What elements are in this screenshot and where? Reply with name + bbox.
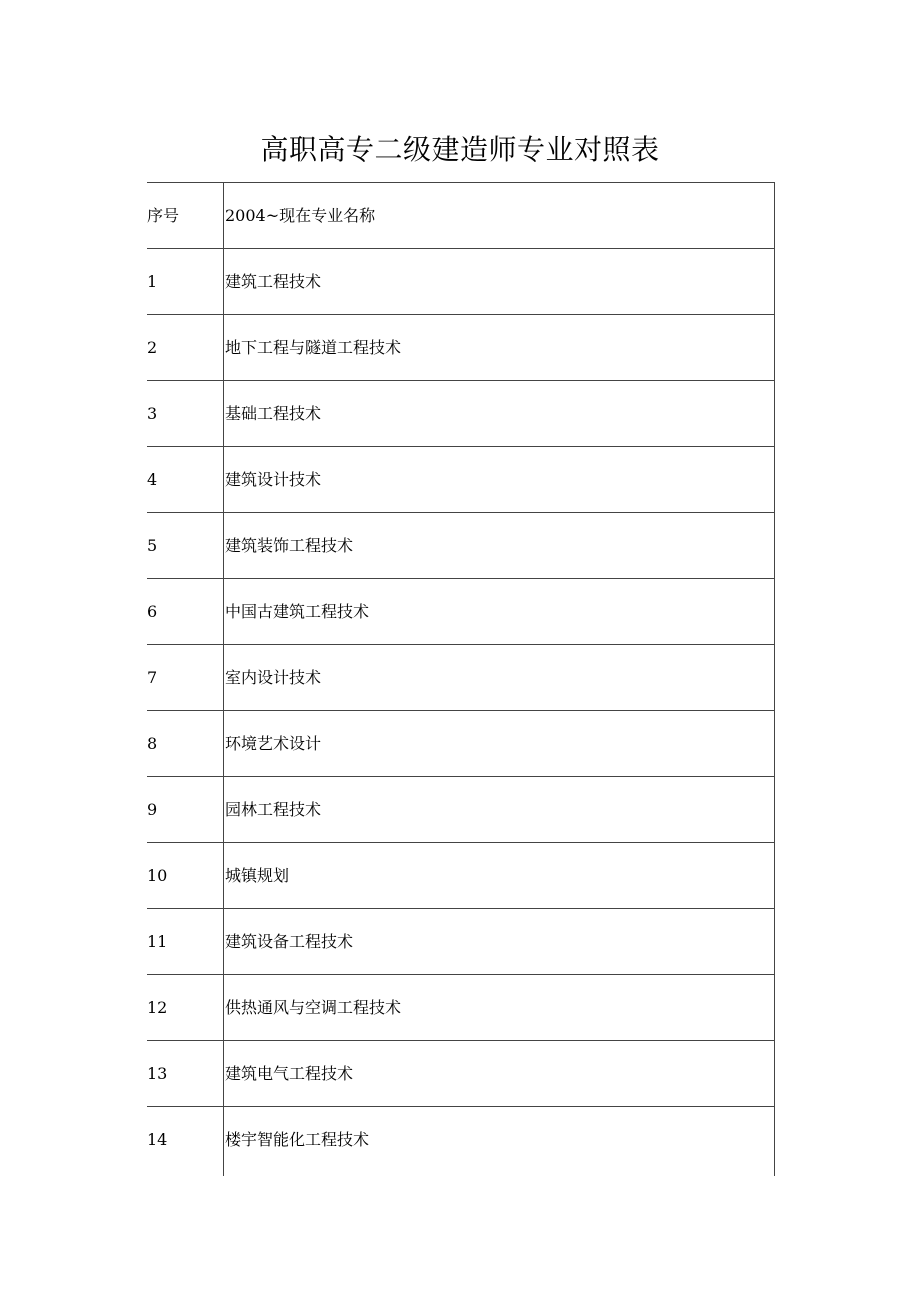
table-row: [147, 1041, 774, 1107]
row-index: 12: [147, 998, 168, 1017]
row-index: 8: [147, 734, 158, 753]
row-major-name: 建筑工程技术: [225, 272, 322, 291]
row-major-name: 城镇规划: [225, 866, 290, 885]
table-row: [147, 711, 774, 777]
table-row: [147, 975, 774, 1041]
row-major-name: 供热通风与空调工程技术: [225, 998, 402, 1017]
row-index: 4: [147, 470, 158, 489]
row-index: 3: [147, 404, 158, 423]
row-index: 14: [147, 1130, 168, 1149]
table-row: [147, 315, 774, 381]
row-major-name: 中国古建筑工程技术: [225, 602, 370, 621]
table-row: [147, 777, 774, 843]
row-index: 1: [147, 272, 158, 291]
row-major-name: 室内设计技术: [225, 668, 322, 687]
table-row: [147, 579, 774, 645]
row-major-name: 环境艺术设计: [225, 734, 322, 753]
row-index: 11: [147, 932, 168, 951]
row-major-name: 楼宇智能化工程技术: [225, 1130, 370, 1149]
table-row: [147, 909, 774, 975]
row-major-name: 建筑电气工程技术: [225, 1064, 354, 1083]
row-major-name: 建筑装饰工程技术: [225, 536, 354, 555]
row-index: 2: [147, 338, 158, 357]
table-header-row: [147, 183, 774, 249]
header-index: 序号: [147, 206, 180, 225]
row-index: 6: [147, 602, 158, 621]
row-index: 9: [147, 800, 158, 819]
header-major-name: 2004~现在专业名称: [225, 206, 376, 225]
major-comparison-table: [147, 182, 775, 1176]
table-row: [147, 447, 774, 513]
table-row: [147, 843, 774, 909]
row-index: 7: [147, 668, 158, 687]
row-major-name: 建筑设备工程技术: [225, 932, 354, 951]
table-row: [147, 381, 774, 447]
row-index: 10: [147, 866, 168, 885]
row-index: 5: [147, 536, 158, 555]
table-row: [147, 249, 774, 315]
row-major-name: 建筑设计技术: [225, 470, 322, 489]
row-major-name: 园林工程技术: [225, 800, 322, 819]
table-row: [147, 1107, 774, 1173]
row-major-name: 基础工程技术: [225, 404, 322, 423]
page-title: 高职高专二级建造师专业对照表: [260, 133, 660, 166]
row-major-name: 地下工程与隧道工程技术: [225, 338, 402, 357]
table-row: [147, 513, 774, 579]
table-row: [147, 645, 774, 711]
row-index: 13: [147, 1064, 168, 1083]
